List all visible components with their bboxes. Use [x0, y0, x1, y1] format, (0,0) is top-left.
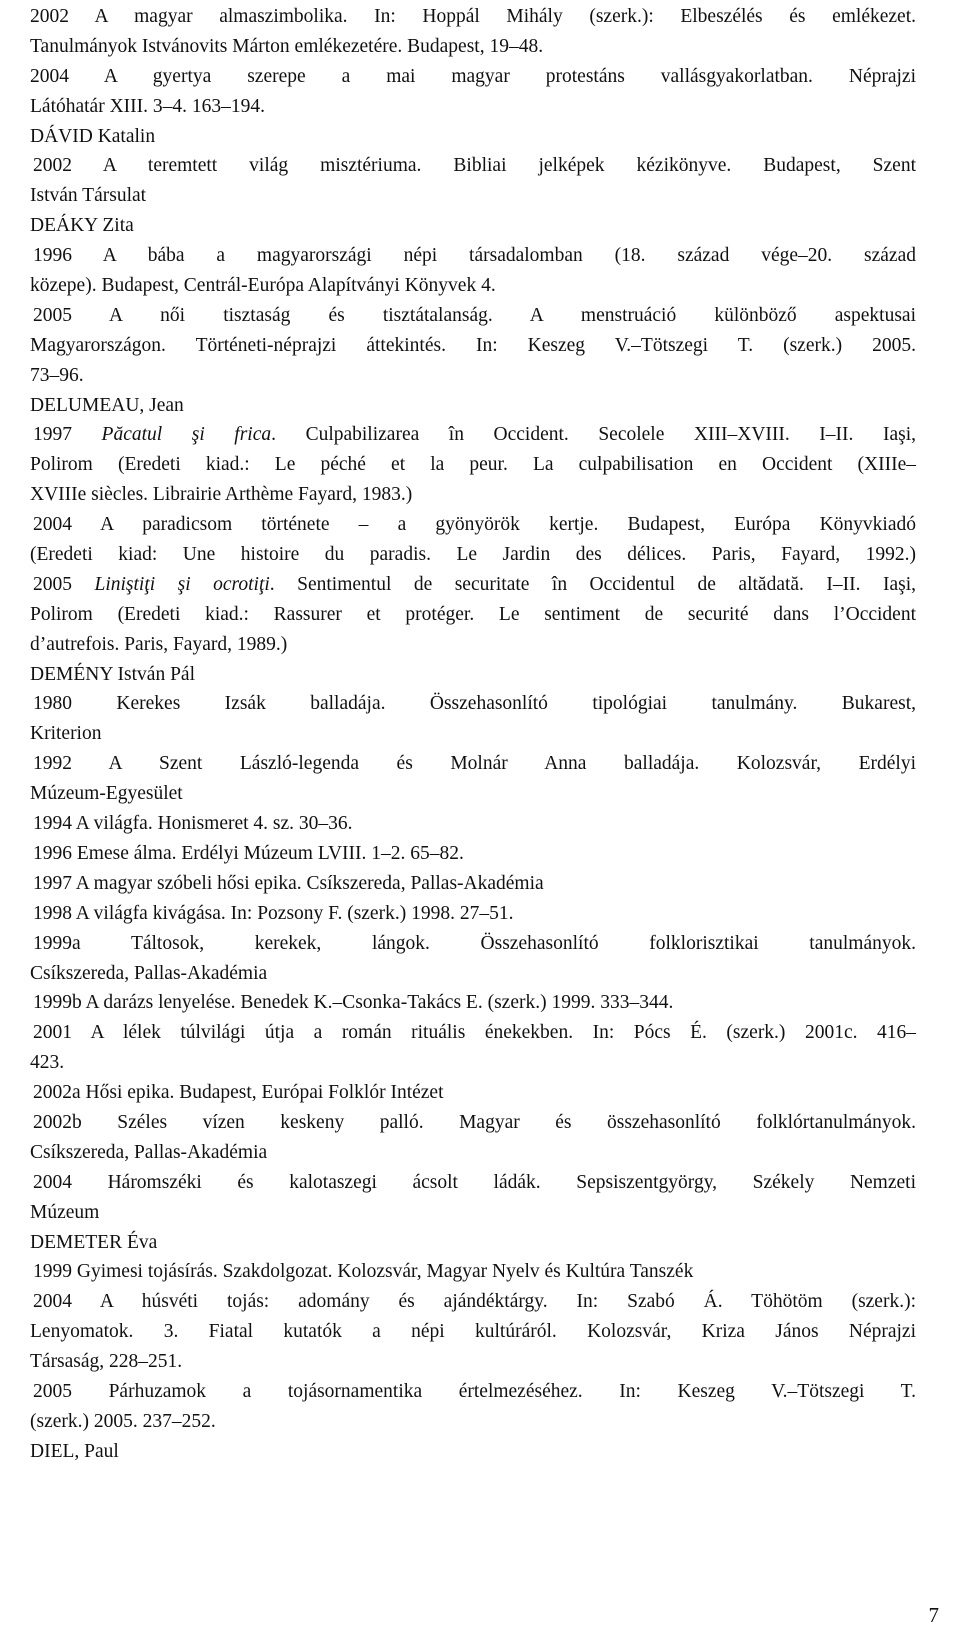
text-line: 2004 A gyertya szerepe a mai magyar protestáns vallásgyakorlatban. Néprajzi [30, 65, 916, 87]
text-line: (szerk.) 2005. 237–252. [30, 1410, 216, 1432]
text-line: DEÁKY Zita [30, 215, 134, 237]
text-line: Csíkszereda, Pallas-Akadémia [30, 962, 268, 984]
text-line: Látóhatár XIII. 3–4. 163–194. [30, 95, 266, 117]
text-line: Lenyomatok. 3. Fiatal kutatók a népi kultúráról. Kolozsvár, Kriza János Néprajzi [30, 1321, 916, 1343]
text-line: 1996 Emese álma. Erdélyi Múzeum LVIII. 1–2. 65–82. [33, 842, 464, 864]
text-line: DIEL, Paul [30, 1440, 119, 1462]
text-line: 1999 Gyimesi tojásírás. Szakdolgozat. Kolozsvár, Magyar Nyelv és Kultúra Tanszék [33, 1261, 694, 1283]
text-line: 423. [30, 1052, 65, 1074]
text-line: 1998 A világfa kivágása. In: Pozsony F. (szerk.) 1998. 27–51. [33, 902, 514, 924]
bibliography-text [30, 2, 916, 1467]
text-line: 2002 A magyar almaszimbolika. In: Hoppál Mihály (szerk.): Elbeszélés és emlékezet. [30, 6, 916, 27]
text-line: Csíkszereda, Pallas-Akadémia [30, 1141, 268, 1163]
text-line: d’autrefois. Paris, Fayard, 1989.) [30, 633, 288, 655]
text-line: 2001 A lélek túlvilági útja a román rituális énekekben. In: Pócs É. (szerk.) 2001c. 416– [33, 1022, 916, 1044]
text-line: Kriterion [30, 723, 102, 745]
page-number: 7 [928, 1603, 939, 1627]
text-line: 2005 A női tisztaság és tisztátalanság. A menstruáció különböző aspektusai [33, 304, 916, 326]
text-line: 1980 Kerekes Izsák balladája. Összehasonlító tipológiai tanulmány. Bukarest, [33, 693, 916, 715]
text-line: Polirom (Eredeti kiad.: Rassurer et protéger. Le sentiment de securité dans l’Occident [30, 603, 916, 625]
text-line: 1996 A bába a magyarországi népi társadalomban (18. század vége–20. század [33, 245, 916, 267]
text-line: 73–96. [30, 364, 84, 386]
text-line: 1999b A darázs lenyelése. Benedek K.–Csonka-Takács E. (szerk.) 1999. 333–344. [33, 992, 674, 1014]
text-line: Múzeum-Egyesület [30, 783, 183, 805]
text-line: DEMÉNY István Pál [30, 663, 196, 685]
text-line: (Eredeti kiad: Une histoire du paradis. Le Jardin des délices. Paris, Fayard, 1992.) [30, 544, 916, 566]
text-line: közepe). Budapest, Centrál-Európa Alapítványi Könyvek 4. [30, 275, 496, 297]
text-line: 1994 A világfa. Honismeret 4. sz. 30–36. [33, 813, 353, 835]
text-line: 1997 A magyar szóbeli hősi epika. Csíkszereda, Pallas-Akadémia [33, 872, 544, 894]
text-line: DELUMEAU, Jean [30, 394, 184, 416]
text-line: 1992 A Szent László-legenda és Molnár Anna balladája. Kolozsvár, Erdélyi [33, 753, 916, 775]
italic-title: Păcatul şi frica [101, 424, 272, 446]
text-line: István Társulat [30, 185, 147, 207]
text-line: Múzeum [30, 1201, 100, 1223]
text-line: DEMETER Éva [30, 1231, 158, 1253]
text-line: 1997 Păcatul şi frica. Culpabilizarea în Occident. Secolele XIII–XVIII. I–II. Iaşi, [33, 424, 916, 446]
text-line: DÁVID Katalin [30, 125, 156, 147]
text-line: 2004 A paradicsom története – a gyönyörök kertje. Budapest, Európa Könyvkiadó [33, 514, 916, 536]
text-line: Tanulmányok Istvánovits Márton emlékezetére. Budapest, 19–48. [30, 35, 544, 57]
text-line: XVIIIe siècles. Librairie Arthème Fayard, 1983.) [30, 484, 413, 506]
text-line: 2002a Hősi epika. Budapest, Európai Folklór Intézet [33, 1082, 444, 1104]
text-line: 2004 A húsvéti tojás: adomány és ajándéktárgy. In: Szabó Á. Töhötöm (szerk.): [33, 1291, 916, 1313]
text-line: Magyarországon. Történeti-néprajzi áttekintés. In: Keszeg V.–Tötszegi T. (szerk.) 2005. [30, 334, 916, 356]
text-line: Polirom (Eredeti kiad.: Le péché et la peur. La culpabilisation en Occident (XIIIe– [30, 454, 916, 476]
text-line: 2005 Párhuzamok a tojásornamentika értelmezéséhez. In: Keszeg V.–Tötszegi T. [33, 1380, 916, 1402]
text-line: 2002 A teremtett világ misztériuma. Bibliai jelképek kézikönyve. Budapest, Szent [33, 155, 916, 177]
text-line: 2005 Liniştiţi şi ocrotiţi. Sentimentul de securitate în Occidentul de altădată. I–II. Iaşi, [33, 573, 916, 595]
text-line: 1999a Táltosok, kerekek, lángok. Összehasonlító folklorisztikai tanulmányok. [33, 932, 916, 954]
text-line: 2002b Széles vízen keskeny palló. Magyar és összehasonlító folklórtanulmányok. [33, 1111, 916, 1133]
italic-title: Liniştiţi şi ocrotiţi [94, 573, 270, 595]
text-line: 2004 Háromszéki és kalotaszegi ácsolt ládák. Sepsiszentgyörgy, Székely Nemzeti [33, 1171, 916, 1193]
text-line: Társaság, 228–251. [30, 1351, 183, 1373]
